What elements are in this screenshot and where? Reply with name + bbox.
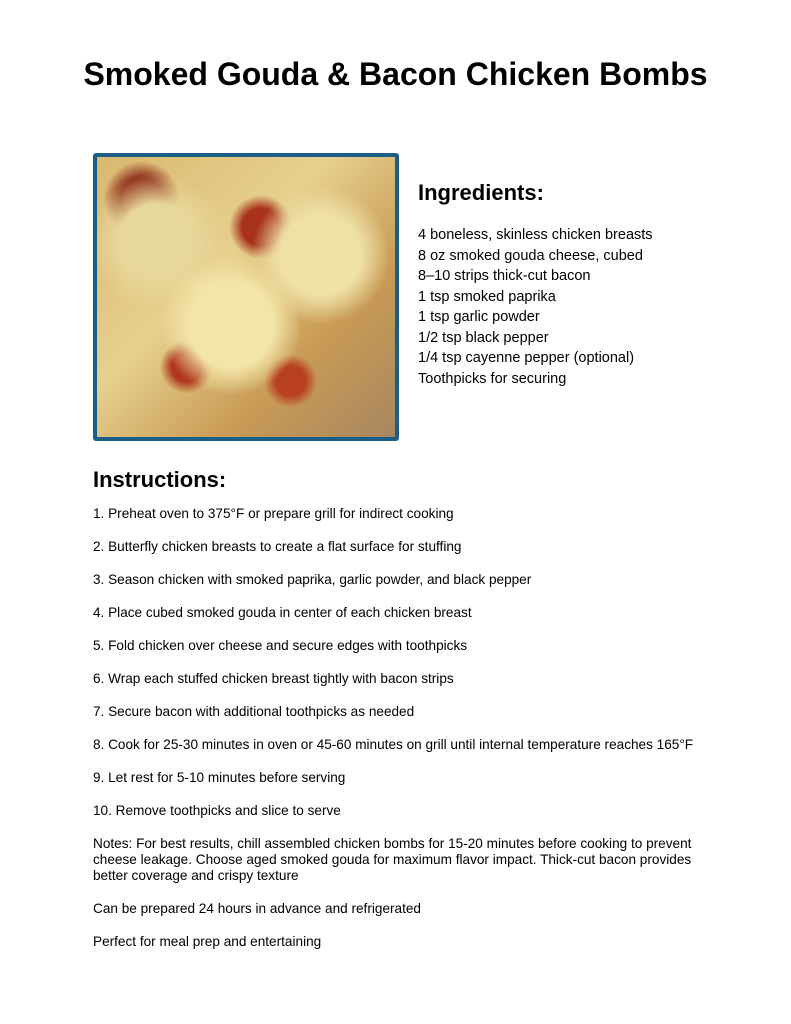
instruction-step: 3. Season chicken with smoked paprika, garlic powder, and black pepper: [93, 572, 532, 587]
notes: Notes: For best results, chill assembled chicken bombs for 15-20 minutes before cooking to prevent cheese leakage. Choose aged smoked gouda for maximum flavor impact. Thick-cut bacon provides better coverage and crispy texture: [93, 836, 692, 883]
ingredient-item: 1 tsp smoked paprika: [418, 288, 556, 305]
instruction-step: 1. Preheat oven to 375°F or prepare grill for indirect cooking: [93, 506, 454, 521]
note-meal-prep: Perfect for meal prep and entertaining: [93, 934, 322, 949]
recipe-photo: [93, 153, 399, 441]
ingredient-item: 1/2 tsp black pepper: [418, 329, 549, 346]
instruction-step: 5. Fold chicken over cheese and secure edges with toothpicks: [93, 638, 468, 653]
instruction-step: 6. Wrap each stuffed chicken breast tightly with bacon strips: [93, 671, 454, 686]
instruction-step: 10. Remove toothpicks and slice to serve: [93, 803, 341, 818]
ingredients-heading: Ingredients:: [418, 180, 544, 205]
ingredient-item: 1/4 tsp cayenne pepper (optional): [418, 350, 635, 366]
recipe-title: Smoked Gouda & Bacon Chicken Bombs: [83, 56, 708, 92]
instruction-step: 2. Butterfly chicken breasts to create a flat surface for stuffing: [93, 539, 462, 554]
instruction-step: 8. Cook for 25-30 minutes in oven or 45-60 minutes on grill until internal temperature reaches 165°F: [93, 737, 694, 752]
ingredient-item: 8–10 strips thick-cut bacon: [418, 268, 591, 284]
instruction-step: 9. Let rest for 5-10 minutes before serving: [93, 770, 346, 785]
instruction-step: 7. Secure bacon with additional toothpicks as needed: [93, 704, 415, 719]
ingredient-item: 8 oz smoked gouda cheese, cubed: [418, 247, 643, 264]
ingredients-list: [418, 225, 653, 389]
note-advance: Can be prepared 24 hours in advance and refrigerated: [93, 901, 421, 916]
instruction-step: 4. Place cubed smoked gouda in center of each chicken breast: [93, 605, 472, 620]
instructions-heading: Instructions:: [93, 467, 227, 492]
instructions-list: [93, 506, 703, 967]
ingredient-item: Toothpicks for securing: [418, 370, 567, 387]
ingredient-item: 1 tsp garlic powder: [418, 309, 540, 325]
ingredient-item: 4 boneless, skinless chicken breasts: [418, 227, 653, 243]
